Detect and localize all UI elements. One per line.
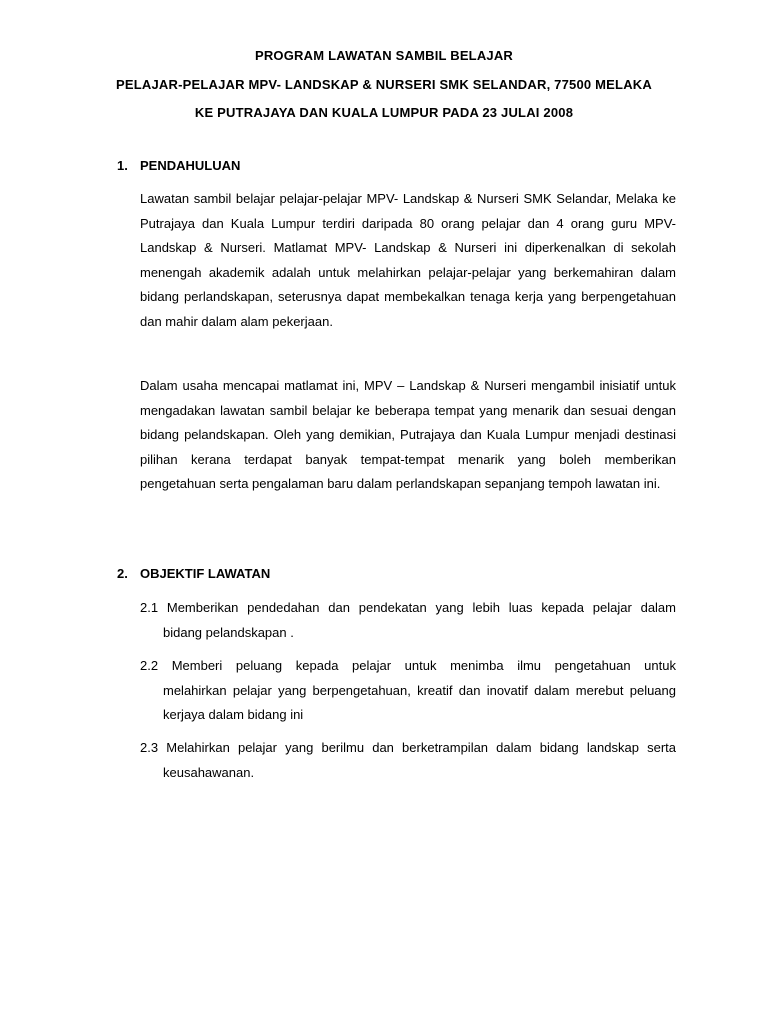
objective-item-2-1 [140, 596, 676, 645]
objective-item-2-2-number: 2.2 [140, 658, 159, 673]
objective-item-2-2-first-line [140, 654, 676, 679]
objective-item-2-3-first-line [140, 736, 676, 761]
objective-item-2-2-continuation: melahirkan pelajar yang berpengetahuan, kreatif dan inovatif dalam merebut peluang kerjaya dalam bidang ini [163, 682, 676, 723]
document-title-line-3: KE PUTRAJAYA DAN KUALA LUMPUR PADA 23 JULAI 2008 [194, 105, 574, 120]
objective-item-2-3-continuation: keusahawanan. [163, 764, 255, 780]
section-2-heading [117, 566, 270, 582]
objective-item-2-1-text: Memberikan pendedahan dan pendekatan yang lebih luas kepada pelajar dalam [166, 600, 676, 615]
section-1-number: 1. [117, 158, 128, 173]
objective-item-2-3-text: Melahirkan pelajar yang berilmu dan berketrampilan dalam bidang landskap serta [166, 740, 676, 755]
objective-item-2-3 [140, 736, 676, 785]
document-title-line-2: PELAJAR-PELAJAR MPV- LANDSKAP & NURSERI SMK SELANDAR, 77500 MELAKA [116, 77, 652, 92]
objective-item-2-1-first-line [140, 596, 676, 621]
objective-item-2-2 [140, 654, 676, 728]
section-1-paragraph-1: Lawatan sambil belajar pelajar-pelajar MPV- Landskap & Nurseri SMK Selandar, Melaka ke Putrajaya dan Kuala Lumpur terdiri daripada 80 orang pelajar dan 4 orang guru MPV-Landskap & Nurseri. Matlamat MPV- Landskap & Nurseri ini diperkenalkan di sekolah menengah akademik adalah untuk melahirkan pelajar-pelajar yang berkemahiran dalam bidang perlandskapan, seterusnya dapat membekalkan tenaga kerja yang berpengetahuan dan mahir dalam alam pekerjaan. [140, 191, 676, 329]
section-1-title: PENDAHULUAN [140, 158, 241, 173]
section-1-paragraph-2: Dalam usaha mencapai matlamat ini, MPV – Landskap & Nurseri mengambil inisiatif untuk mengadakan lawatan sambil belajar ke beberapa tempat yang menarik dan sesuai dengan bidang pelandskapan. Oleh yang demikian, Putrajaya dan Kuala Lumpur menjadi destinasi pilihan kerana terdapat banyak tempat-tempat menarik yang boleh memberikan pengetahuan serta pengalaman baru dalam perlandskapan sepanjang tempoh lawatan ini. [140, 378, 676, 492]
section-2-title: OBJEKTIF LAWATAN [140, 566, 271, 581]
document-title-line-1: PROGRAM LAWATAN SAMBIL BELAJAR [254, 48, 514, 63]
objective-item-2-3-number: 2.3 [140, 740, 159, 755]
objective-item-2-2-text: Memberi peluang kepada pelajar untuk menimba ilmu pengetahuan untuk [171, 658, 676, 673]
objective-item-2-1-continuation: bidang pelandskapan . [163, 624, 294, 640]
section-1-heading [117, 158, 240, 174]
objective-item-2-1-number: 2.1 [140, 600, 159, 615]
section-2-number: 2. [117, 566, 128, 581]
